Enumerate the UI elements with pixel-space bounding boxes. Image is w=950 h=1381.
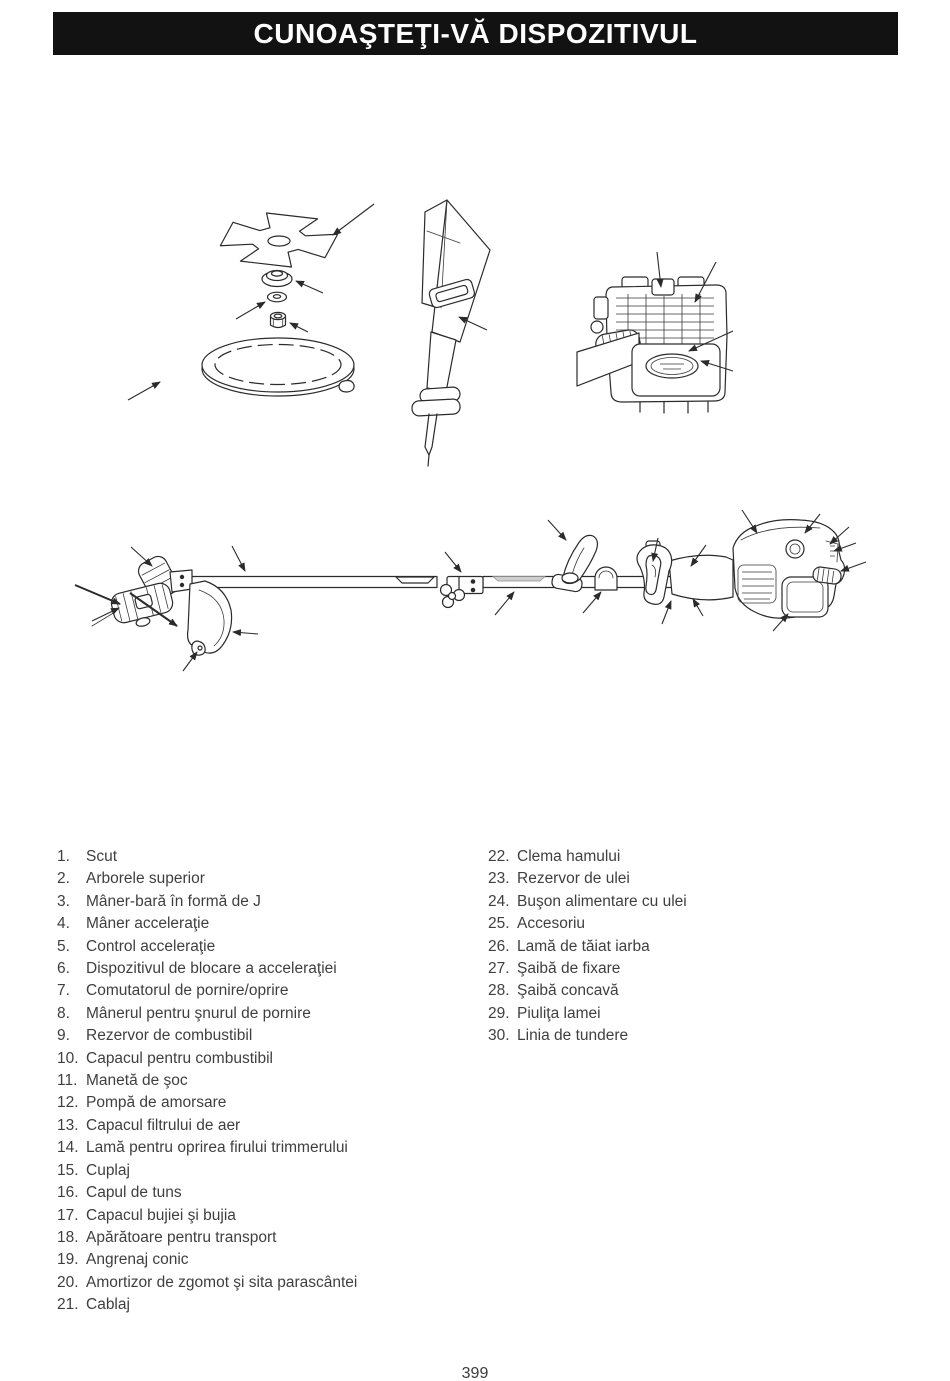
part-label: Cuplaj bbox=[86, 1161, 130, 1179]
fuel-tank bbox=[782, 577, 828, 617]
harness-clamp bbox=[595, 567, 617, 590]
part-item bbox=[57, 1182, 472, 1204]
part-item bbox=[57, 1025, 472, 1047]
part-label: Mâner acceleraţie bbox=[86, 915, 210, 933]
part-number: 15. bbox=[57, 1161, 79, 1179]
page-title: CUNOAŞTEŢI-VĂ DISPOZITIVUL bbox=[253, 17, 698, 49]
part-number: 21. bbox=[57, 1296, 79, 1314]
part-label: Scut bbox=[86, 848, 118, 865]
blade-nut bbox=[271, 312, 286, 327]
part-number: 22. bbox=[488, 848, 510, 865]
part-label: Control acceleraţie bbox=[86, 937, 216, 955]
part-label: Capacul bujiei şi bujia bbox=[86, 1206, 236, 1224]
part-item bbox=[488, 936, 888, 958]
part-number: 20. bbox=[57, 1273, 79, 1291]
part-number: 23. bbox=[488, 870, 510, 888]
part-item bbox=[57, 980, 472, 1002]
part-item bbox=[488, 913, 888, 935]
part-number: 26. bbox=[488, 937, 510, 955]
part-number: 14. bbox=[57, 1139, 79, 1157]
part-number: 3. bbox=[57, 892, 70, 910]
part-label: Capacul filtrului de aer bbox=[86, 1116, 241, 1134]
part-number: 24. bbox=[488, 892, 510, 910]
part-label: Mânerul pentru şnurul de pornire bbox=[86, 1004, 311, 1022]
part-item bbox=[488, 846, 888, 868]
part-item bbox=[488, 868, 888, 890]
part-label: Capacul pentru combustibil bbox=[86, 1049, 273, 1067]
parts-list-right bbox=[488, 846, 888, 1048]
part-label: Rezervor de ulei bbox=[517, 870, 630, 888]
part-label: Mâner-bară în formă de J bbox=[86, 892, 261, 910]
part-item bbox=[57, 846, 472, 868]
part-label: Angrenaj conic bbox=[86, 1251, 189, 1269]
part-label: Pompă de amorsare bbox=[86, 1094, 227, 1112]
part-label: Accesoriu bbox=[517, 915, 586, 933]
part-item bbox=[57, 1272, 472, 1294]
part-number: 2. bbox=[57, 870, 70, 888]
spark-plug-cap bbox=[652, 279, 674, 295]
page-footer bbox=[0, 1364, 950, 1381]
part-number: 17. bbox=[57, 1206, 79, 1224]
part-item bbox=[57, 1003, 472, 1025]
parts-list bbox=[0, 846, 950, 1326]
trimmer-figure bbox=[75, 510, 866, 671]
part-number: 16. bbox=[57, 1184, 79, 1202]
rear-handle bbox=[637, 541, 733, 604]
part-item bbox=[57, 1294, 472, 1316]
part-label: Comutatorul de pornire/oprire bbox=[86, 982, 289, 1000]
guard-rim bbox=[202, 338, 354, 396]
part-item bbox=[488, 891, 888, 913]
harness-hook bbox=[425, 414, 437, 466]
part-number: 19. bbox=[57, 1251, 79, 1269]
part-label: Clema hamului bbox=[517, 848, 621, 865]
part-item bbox=[57, 1048, 472, 1070]
part-item bbox=[57, 936, 472, 958]
part-label: Amortizor de zgomot şi sita parascântei bbox=[86, 1273, 358, 1291]
part-item bbox=[57, 1205, 472, 1227]
part-number: 12. bbox=[57, 1094, 79, 1112]
part-number: 30. bbox=[488, 1027, 510, 1045]
part-label: Şaibă de fixare bbox=[517, 960, 621, 978]
part-label: Rezervor de combustibil bbox=[86, 1027, 253, 1045]
emblem bbox=[786, 540, 804, 558]
part-item bbox=[57, 958, 472, 980]
engine-figure bbox=[577, 252, 733, 413]
part-number: 6. bbox=[57, 960, 70, 978]
part-number: 8. bbox=[57, 1004, 70, 1022]
part-label: Şaibă concavă bbox=[517, 982, 619, 1000]
harness-strap-lower bbox=[427, 332, 456, 392]
part-item bbox=[57, 891, 472, 913]
part-number: 5. bbox=[57, 937, 70, 955]
fixing-washer bbox=[268, 292, 287, 302]
part-number: 4. bbox=[57, 915, 70, 933]
part-label: Manetă de şoc bbox=[86, 1072, 188, 1090]
part-label: Lamă de tăiat iarba bbox=[517, 937, 650, 955]
part-item bbox=[57, 1160, 472, 1182]
part-number: 25. bbox=[488, 915, 510, 933]
part-item bbox=[488, 980, 888, 1002]
part-label: Lamă pentru oprirea firului trimmerului bbox=[86, 1139, 348, 1157]
harness-clip-bar bbox=[412, 399, 461, 416]
part-label: Cablaj bbox=[86, 1296, 130, 1314]
part-label: Apărătoare pentru transport bbox=[86, 1228, 277, 1246]
part-item bbox=[57, 1249, 472, 1271]
part-item bbox=[57, 1227, 472, 1249]
blade-center-hole bbox=[268, 236, 290, 246]
part-number: 9. bbox=[57, 1027, 70, 1045]
part-item bbox=[488, 1003, 888, 1025]
part-label: Dispozitivul de blocare a acceleraţiei bbox=[86, 960, 337, 978]
page-number: 399 bbox=[461, 1365, 489, 1381]
coupler bbox=[441, 577, 484, 608]
part-label: Buşon alimentare cu ulei bbox=[517, 892, 687, 910]
part-item bbox=[488, 958, 888, 980]
part-number: 13. bbox=[57, 1116, 79, 1134]
part-label: Arborele superior bbox=[86, 870, 205, 888]
part-number: 28. bbox=[488, 982, 510, 1000]
part-item bbox=[57, 913, 472, 935]
part-number: 1. bbox=[57, 848, 70, 865]
part-number: 29. bbox=[488, 1004, 510, 1022]
part-number: 18. bbox=[57, 1228, 79, 1246]
part-item bbox=[57, 868, 472, 890]
part-number: 10. bbox=[57, 1049, 79, 1067]
part-item bbox=[488, 1025, 888, 1047]
powerhead bbox=[733, 520, 845, 619]
part-number: 11. bbox=[57, 1072, 78, 1090]
part-label: Capul de tuns bbox=[86, 1184, 182, 1202]
part-item bbox=[57, 1070, 472, 1092]
part-item bbox=[57, 1092, 472, 1114]
part-number: 27. bbox=[488, 960, 510, 978]
part-label: Piuliţa lamei bbox=[517, 1004, 601, 1022]
part-item bbox=[57, 1137, 472, 1159]
blade-kit-figure bbox=[128, 204, 374, 400]
concave-washer bbox=[262, 271, 292, 287]
harness-figure bbox=[412, 200, 490, 466]
part-number: 7. bbox=[57, 982, 70, 1000]
part-item bbox=[57, 1115, 472, 1137]
parts-list-left bbox=[57, 846, 472, 1317]
part-label: Linia de tundere bbox=[517, 1027, 629, 1045]
shield bbox=[188, 581, 232, 655]
